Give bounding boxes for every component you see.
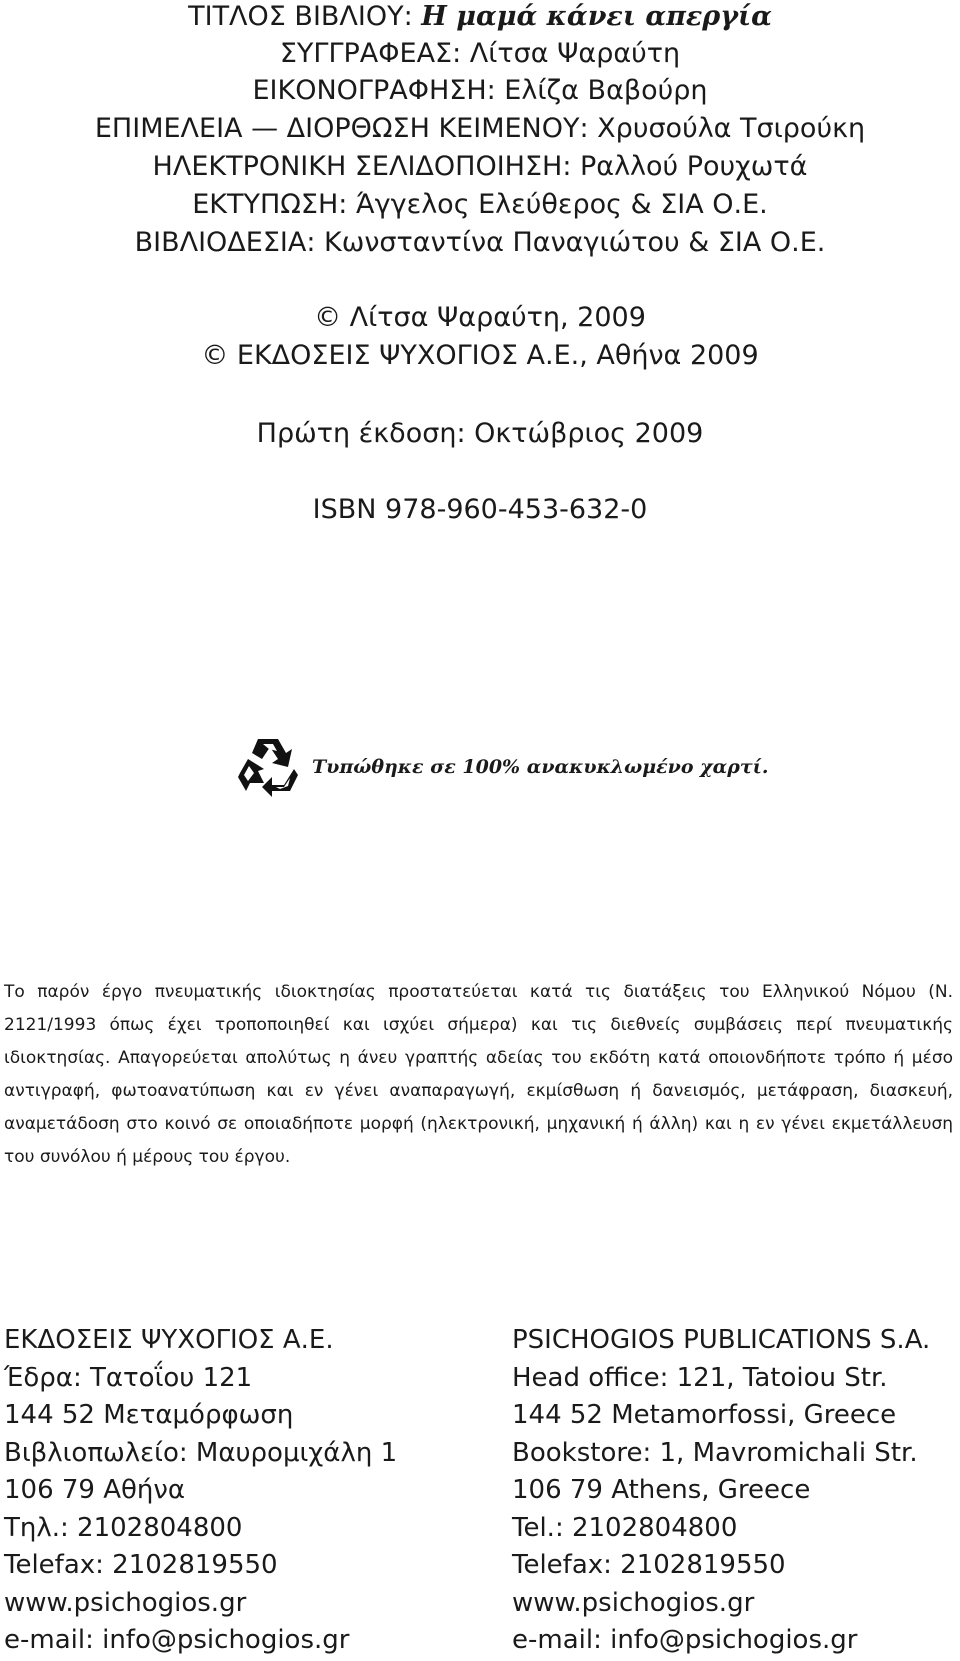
contact-en-fax: Telefax: 2102819550 [512, 1550, 786, 1580]
contact-gr-phone: Τηλ.: 2102804800 [4, 1512, 243, 1543]
contact-gr-office: Έδρα: Τατοΐου 121 [4, 1362, 253, 1393]
contact-gr-fax: Telefax: 2102819550 [4, 1550, 278, 1580]
isbn-line: ISBN 978-960-453-632-0 [312, 494, 648, 525]
copyright-publisher: © ΕΚΔΟΣΕΙΣ ΨΥΧΟΓΙΟΣ Α.Ε., Αθήνα 2009 [201, 340, 759, 371]
book-title-line [0, 0, 960, 34]
contact-gr-website: www.psichogios.gr [4, 1587, 247, 1618]
typesetting-line: ΗΛΕΚΤΡΟΝΙΚΗ ΣΕΛΙΔΟΠΟΙΗΣΗ: Ραλλού Ρουχωτά [152, 151, 808, 182]
binding-line: ΒΙΒΛΙΟΔΕΣΙΑ: Κωνσταντίνα Παναγιώτου & ΣΙΑ Ο.Ε. [134, 227, 826, 258]
contact-en-bookstore: Bookstore: 1, Mavromichali Str. [512, 1437, 918, 1468]
contact-english [512, 1322, 930, 1660]
illustration-line: ΕΙΚΟΝΟΓΡΑΦΗΣΗ: Ελίζα Βαβούρη [252, 75, 708, 106]
book-title-label: ΤΙΤΛΟΣ ΒΙΒΛΙΟΥ: [188, 1, 422, 32]
editing-line: ΕΠΙΜΕΛΕΙΑ — ΔΙΟΡΘΩΣΗ ΚΕΙΜΕΝΟΥ: Χρυσούλα Τσιρούκη [94, 113, 866, 144]
contact-en-phone: Tel.: 2102804800 [512, 1512, 738, 1543]
recycled-paper-notice [236, 735, 769, 799]
contact-en-email: e-mail: info@psichogios.gr [512, 1625, 858, 1655]
contact-gr-city: 106 79 Αθήνα [4, 1475, 186, 1505]
book-title-value: Η μαμά κάνει απεργία [421, 1, 772, 32]
author-line: ΣΥΓΓΡΑΦΕΑΣ: Λίτσα Ψαραύτη [279, 38, 681, 69]
contact-en-postcode: 144 52 Metamorfossi, Greece [512, 1400, 897, 1430]
recycle-text: Τυπώθηκε σε 100% ανακυκλωμένο χαρτί. [312, 756, 769, 778]
recycle-icon [236, 735, 300, 799]
contact-en-office: Head office: 121, Tatoiou Str. [512, 1362, 888, 1393]
copyright-legal-text: Το παρόν έργο πνευματικής ιδιοκτησίας προστατεύεται κατά τις διατάξεις του Ελληνικού Νόμου (Ν. 2121/1993 όπως έχει τροποποιηθεί και ισχύει σήμερα) και τις διεθνείς συμβάσεις περί πνευματικής ιδιοκτησίας. Απαγορεύεται απολύτως η άνευ γραπτής αδείας του εκδότη κατά οποιονδήποτε τρόπο ή μέσο αντιγραφή, φωτοανατύπωση και εν γένει αναπαραγωγή, εκμίσθωση ή δανεισμός, μετάφραση, διασκευή, αναμετάδοση στο κοινό σε οποιαδήποτε μορφή (ηλεκτρονική, μηχανική ή άλλη) και η εν γένει εκμετάλλευση του συνόλου ή μέρους του έργου. [4, 982, 953, 1167]
edition-line: Πρώτη έκδοση: Οκτώβριος 2009 [256, 418, 704, 449]
contact-gr-postcode: 144 52 Μεταμόρφωση [4, 1400, 294, 1430]
contact-en-website: www.psichogios.gr [512, 1587, 755, 1618]
copyright-author: © Λίτσα Ψαραύτη, 2009 [314, 302, 646, 333]
contact-gr-email: e-mail: info@psichogios.gr [4, 1625, 350, 1655]
contact-gr-bookstore: Βιβλιοπωλείο: Μαυρομιχάλη 1 [4, 1437, 398, 1468]
contact-en-company: PSICHOGIOS PUBLICATIONS S.A. [512, 1325, 931, 1355]
printing-line: ΕΚΤΥΠΩΣΗ: Άγγελος Ελεύθερος & ΣΙΑ Ο.Ε. [192, 189, 768, 220]
contact-gr-company: ΕΚΔΟΣΕΙΣ ΨΥΧΟΓΙΟΣ Α.Ε. [4, 1325, 334, 1355]
contact-greek [4, 1322, 397, 1660]
contact-en-city: 106 79 Athens, Greece [512, 1475, 811, 1505]
